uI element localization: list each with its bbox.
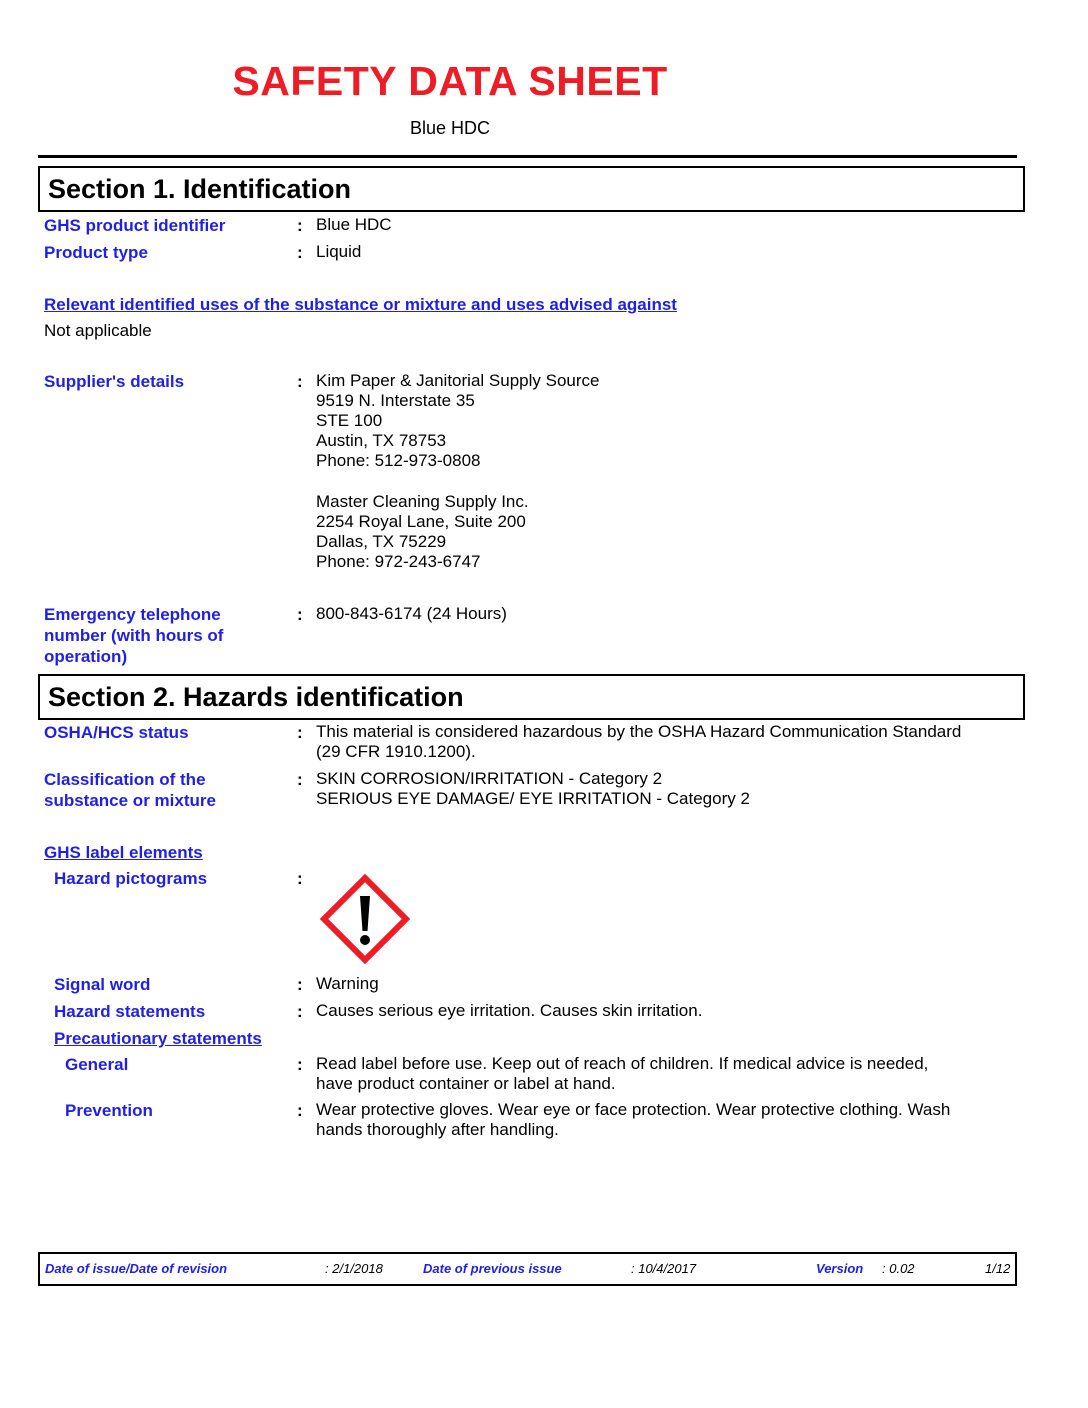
colon: : [297, 1002, 303, 1021]
ghs-product-identifier-label: GHS product identifier [44, 216, 226, 235]
section-2-heading: Section 2. Hazards identification [38, 674, 1025, 720]
exclamation-mark-pictogram-icon [320, 874, 410, 964]
hazard-statements-label: Hazard statements [54, 1002, 206, 1021]
colon: : [297, 216, 303, 235]
header-divider [38, 155, 1017, 158]
version-value: : 0.02 [882, 1261, 915, 1276]
general-label: General [65, 1055, 129, 1074]
text-line: Wear protective gloves. Wear eye or face protection. Wear protective clothing. Wash [316, 1100, 951, 1119]
section-1-heading: Section 1. Identification [38, 166, 1025, 212]
emergency-telephone-label [44, 604, 223, 667]
supplier-line: Austin, TX 78753 [316, 431, 447, 450]
date-of-issue-label: Date of issue/Date of revision [45, 1261, 228, 1276]
text-line: This material is considered hazardous by the OSHA Hazard Communication Standard [316, 722, 962, 741]
page-number: 1/12 [985, 1261, 1011, 1276]
osha-status-value [316, 722, 961, 762]
ghs-product-identifier-value: Blue HDC [316, 215, 392, 234]
label-line: Emergency telephone [44, 605, 221, 624]
text-line: (29 CFR 1910.1200). [316, 742, 476, 761]
supplier-line: Kim Paper & Janitorial Supply Source [316, 371, 600, 390]
prevention-label: Prevention [65, 1101, 153, 1120]
colon: : [297, 605, 303, 624]
signal-word-label: Signal word [54, 975, 151, 994]
relevant-uses-value: Not applicable [44, 321, 152, 340]
text-line: SERIOUS EYE DAMAGE/ EYE IRRITATION - Category 2 [316, 789, 750, 808]
signal-word-value: Warning [316, 974, 379, 993]
supplier-line: STE 100 [316, 411, 383, 430]
hazard-statements-value: Causes serious eye irritation. Causes skin irritation. [316, 1001, 703, 1020]
label-line: operation) [44, 647, 128, 666]
product-name-header: Blue HDC [409, 118, 491, 138]
colon: : [297, 1055, 303, 1074]
hazard-pictograms-label: Hazard pictograms [54, 869, 208, 888]
date-of-issue-value: : 2/1/2018 [325, 1261, 383, 1276]
label-line: number (with hours of [44, 626, 224, 645]
supplier-line: Phone: 972-243-6747 [316, 552, 481, 571]
page-footer [38, 1252, 1017, 1286]
colon: : [297, 770, 303, 789]
text-line: have product container or label at hand. [316, 1074, 616, 1093]
document-title: SAFETY DATA SHEET [232, 58, 668, 104]
label-line: substance or mixture [44, 791, 216, 810]
supplier-line: 2254 Royal Lane, Suite 200 [316, 512, 526, 531]
version-label: Version [816, 1261, 864, 1276]
text-line: Read label before use. Keep out of reach of children. If medical advice is needed, [316, 1054, 929, 1073]
general-value [316, 1054, 928, 1094]
ghs-label-elements-heading: GHS label elements [44, 843, 203, 862]
supplier-details-label: Supplier's details [44, 372, 185, 391]
colon: : [297, 869, 303, 888]
colon: : [297, 975, 303, 994]
date-of-previous-issue-value: : 10/4/2017 [631, 1261, 697, 1276]
precautionary-statements-heading: Precautionary statements [54, 1029, 262, 1048]
text-line: SKIN CORROSION/IRRITATION - Category 2 [316, 769, 663, 788]
prevention-value [316, 1100, 950, 1140]
classification-label [44, 769, 216, 811]
emergency-telephone-value: 800-843-6174 (24 Hours) [316, 604, 507, 623]
product-type-label: Product type [44, 243, 148, 262]
supplier-spacer [316, 471, 599, 492]
colon: : [297, 372, 303, 391]
supplier-line: 9519 N. Interstate 35 [316, 391, 475, 410]
supplier-details-block [316, 371, 599, 572]
colon: : [297, 243, 303, 262]
relevant-uses-label: Relevant identified uses of the substance or mixture and uses advised against [44, 295, 677, 314]
supplier-line: Master Cleaning Supply Inc. [316, 492, 529, 511]
supplier-line: Dallas, TX 75229 [316, 532, 447, 551]
colon: : [297, 723, 303, 742]
colon: : [297, 1101, 303, 1120]
date-of-previous-issue-label: Date of previous issue [423, 1261, 562, 1276]
classification-value [316, 769, 750, 809]
text-line: hands thoroughly after handling. [316, 1120, 559, 1139]
osha-status-label: OSHA/HCS status [44, 723, 189, 742]
product-type-value: Liquid [316, 242, 362, 261]
supplier-line: Phone: 512-973-0808 [316, 451, 481, 470]
label-line: Classification of the [44, 770, 206, 789]
